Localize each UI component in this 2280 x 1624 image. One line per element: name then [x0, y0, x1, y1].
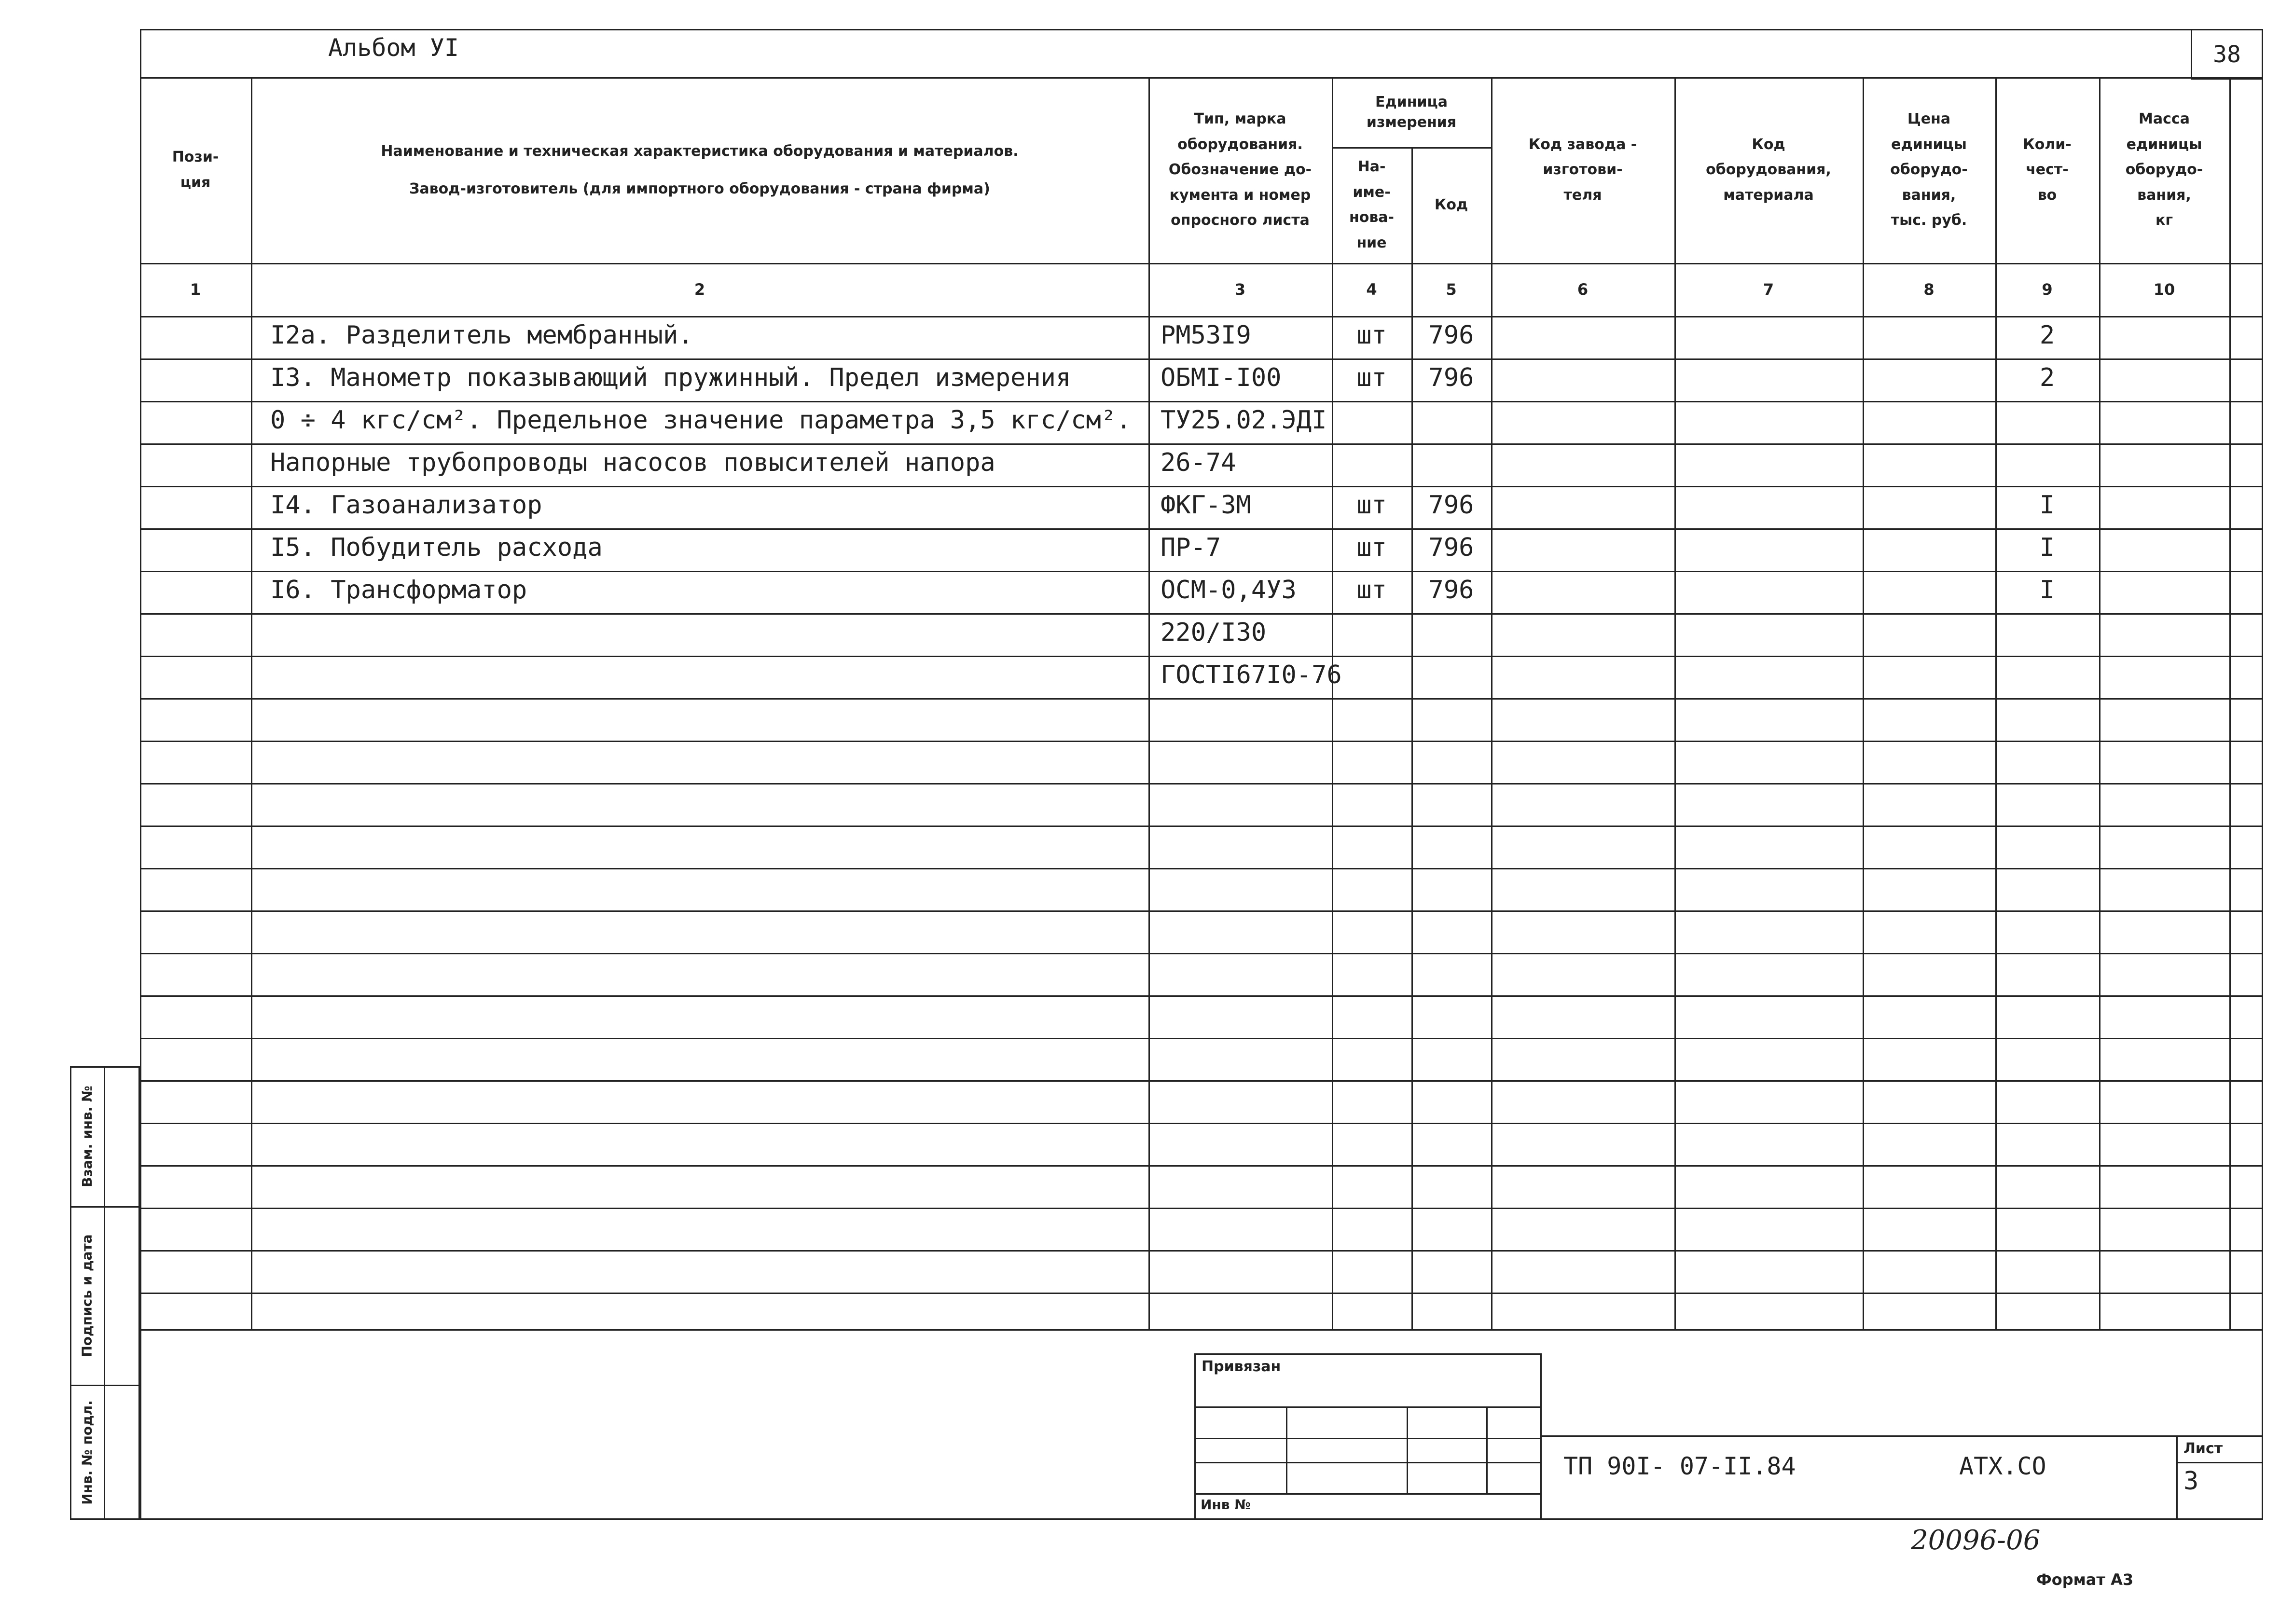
row-line: [140, 1038, 2263, 1039]
column-header-9: Коли- чест- во: [2023, 136, 2072, 204]
table-cell-code: 796: [1428, 576, 1474, 605]
table-cell-code: 796: [1428, 533, 1474, 562]
table-cell-type: ТУ25.02.ЭДI: [1161, 406, 1327, 435]
column-number-4: 4: [1366, 280, 1377, 299]
table-cell-type: ПР-7: [1161, 533, 1221, 562]
row-line: [140, 698, 2263, 700]
unit-group-header: Единица измерения: [1366, 93, 1457, 131]
column-number-6: 6: [1577, 280, 1589, 299]
corner-sheet-number: 38: [2213, 41, 2241, 68]
row-line: [140, 868, 2263, 869]
privyazan-label: Привязан: [1202, 1358, 1281, 1375]
column-header-5: Код: [1434, 196, 1468, 213]
row-line: [140, 1208, 2263, 1209]
table-cell-type: ФКГ-3М: [1161, 491, 1251, 520]
table-cell-name: I6. Трансформатор: [270, 576, 527, 605]
album-title: Альбом УI: [328, 34, 459, 62]
column-number-1: 1: [190, 280, 201, 299]
row-line: [140, 1293, 2263, 1294]
table-cell-unit: шт: [1356, 491, 1387, 520]
column-number-5: 5: [1446, 280, 1457, 299]
table-cell-qty: I: [2039, 533, 2055, 562]
table-cell-unit: шт: [1356, 576, 1387, 605]
table-cell-type: РМ53I9: [1161, 321, 1251, 350]
column-header-10: Масса единицы оборудо- вания, кг: [2125, 110, 2203, 229]
row-line: [140, 953, 2263, 954]
table-cell-unit: шт: [1356, 363, 1387, 392]
row-line: [140, 1123, 2263, 1124]
table-cell-name: I3. Манометр показывающий пружинный. Предел измерения: [270, 363, 1071, 392]
privyazan-box: [1194, 1353, 1542, 1520]
column-number-7: 7: [1763, 280, 1774, 299]
table-cell-name: I5. Побудитель расхода: [270, 533, 603, 562]
table-cell-name: I4. Газоанализатор: [270, 491, 542, 520]
table-cell-name: I2а. Разделитель мембранный.: [270, 321, 693, 350]
table-cell-type: ГОСТI67I0-76: [1161, 661, 1342, 689]
table-cell-type: ОБМI-I00: [1161, 363, 1282, 392]
column-header-3: Тип, марка оборудования. Обозначение до- кумента и номер опросного листа: [1168, 110, 1312, 229]
table-cell-name: 0 ÷ 4 кгс/см². Предельное значение параметра 3,5 кгс/см².: [270, 406, 1132, 435]
format-label: Формат А3: [2036, 1570, 2134, 1589]
column-header-4: На- име- нова- ние: [1349, 158, 1395, 251]
side-sign-date: Подпись и дата: [79, 1234, 95, 1357]
table-cell-name: Напорные трубопроводы насосов повысителей напора: [270, 448, 995, 477]
row-line: [140, 1080, 2263, 1082]
column-header-2: Наименование и техническая характеристика оборудования и материалов. Завод-изготовитель (для импортного оборудования - страна фирма): [381, 142, 1019, 197]
column-number-2: 2: [694, 280, 705, 299]
handwritten-number: 20096-06: [1911, 1525, 2041, 1556]
table-cell-type: ОСМ-0,4У3: [1161, 576, 1297, 605]
table-cell-unit: шт: [1356, 533, 1387, 562]
table-cell-code: 796: [1428, 363, 1474, 392]
column-number-3: 3: [1234, 280, 1246, 299]
column-number-10: 10: [2153, 280, 2175, 299]
table-cell-qty: 2: [2039, 363, 2055, 392]
row-line: [140, 995, 2263, 997]
inv-label: Инв №: [1201, 1497, 1251, 1513]
table-cell-type: 220/I30: [1161, 618, 1267, 647]
table-cell-qty: 2: [2039, 321, 2055, 350]
document-code: АТХ.СО: [1959, 1452, 2046, 1480]
sheet-number: 3: [2183, 1467, 2199, 1496]
row-line: [140, 741, 2263, 742]
table-cell-code: 796: [1428, 491, 1474, 520]
column-header-6: Код завода - изготови- теля: [1528, 136, 1637, 204]
designation: ТП 90I- 07-II.84: [1563, 1452, 1796, 1480]
column-number-8: 8: [1923, 280, 1935, 299]
column-header-7: Код оборудования, материала: [1706, 136, 1831, 204]
side-inv-zam: Взам. инв. №: [79, 1085, 95, 1187]
table-cell-qty: I: [2039, 576, 2055, 605]
row-line: [140, 1165, 2263, 1167]
column-header-1: Пози- ция: [172, 149, 219, 191]
column-header-8: Цена единицы оборудо- вания, тыс. руб.: [1890, 110, 1968, 229]
table-cell-unit: шт: [1356, 321, 1387, 350]
table-cell-code: 796: [1428, 321, 1474, 350]
table-cell-type: 26-74: [1161, 448, 1236, 477]
side-inv-podl: Инв. № подл.: [79, 1400, 95, 1505]
row-line: [140, 910, 2263, 912]
row-line: [140, 826, 2263, 827]
sheet-label: Лист: [2183, 1440, 2223, 1457]
row-line: [140, 1250, 2263, 1252]
column-number-9: 9: [2042, 280, 2053, 299]
table-cell-qty: I: [2039, 491, 2055, 520]
column-line: [2229, 77, 2231, 1329]
row-line: [140, 783, 2263, 784]
